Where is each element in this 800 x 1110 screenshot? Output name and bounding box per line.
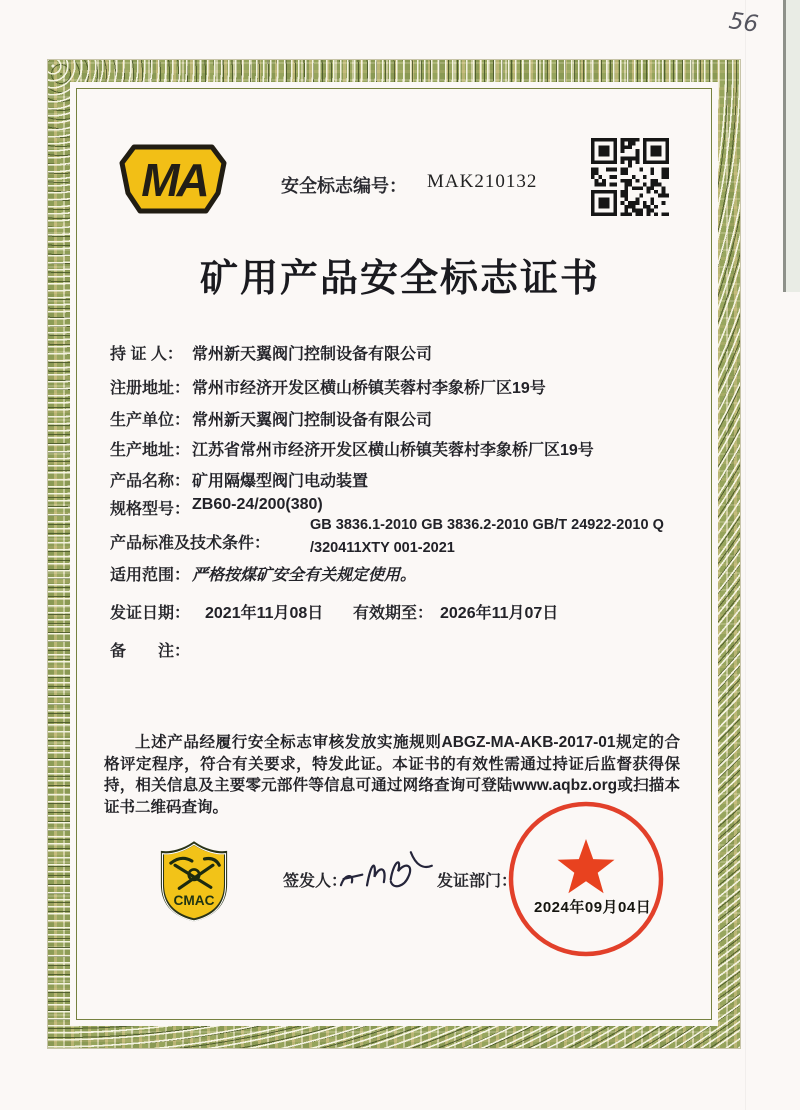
field-value-holder: 常州新天翼阀门控制设备有限公司 (192, 346, 433, 363)
field-value-standards-line1: GB 3836.1-2010 GB 3836.2-2010 GB/T 24922-2010 Q (310, 517, 664, 533)
statement-paragraph: 上述产品经履行安全标志审核发放实施规则ABGZ-MA-AKB-2017-01规定的合格评定程序，符合有关要求，特发此证。本证书的有效性需通过持证后监督获得保持，相关信息及主要零元部件等信息可通过网络查询可登陆www.aqbz.org或扫描本证书二维码查询。 (104, 734, 680, 816)
cert-number-label: 安全标志编号： (281, 176, 407, 196)
stamp-date: 2024年09月04日 (534, 899, 652, 916)
field-label-issue-date: 发证日期： (110, 605, 191, 622)
dept-label: 发证部门： (437, 873, 518, 890)
certificate-title: 矿用产品安全标志证书 (199, 258, 600, 300)
field-value-scope: 严格按煤矿安全有关规定使用。 (192, 567, 417, 584)
stamp-org-text (508, 959, 664, 960)
field-value-prod-address: 江苏省常州市经济开发区横山桥镇芙蓉村李象桥厂区19号 (192, 442, 594, 459)
field-value-manufacturer: 常州新天翼阀门控制设备有限公司 (192, 412, 433, 429)
field-value-model: ZB60-24/200(380) (192, 496, 323, 513)
field-value-product-name: 矿用隔爆型阀门电动装置 (192, 473, 369, 490)
field-label-model: 规格型号： (110, 501, 191, 518)
stamp-star-icon (558, 839, 615, 893)
qr-code-icon (586, 138, 674, 216)
paper-crease (745, 0, 746, 1110)
field-label-remarks: 备 注： (110, 643, 191, 660)
ma-logo-text: MA (141, 154, 207, 206)
official-stamp (505, 798, 667, 960)
signer-label: 签发人： (283, 873, 348, 890)
signature-handwriting (332, 840, 440, 900)
field-label-manufacturer: 生产单位： (110, 412, 191, 429)
field-value-standards-line2: /320411XTY 001-2021 (310, 540, 455, 556)
cmac-badge-icon (158, 840, 230, 922)
corner-page-number: 56 (727, 8, 760, 38)
ma-logo (118, 142, 228, 216)
field-label-prod-address: 生产地址： (110, 442, 191, 459)
field-value-expiry-date: 2026年11月07日 (440, 605, 559, 622)
field-value-issue-date: 2021年11月08日 (205, 605, 324, 622)
cert-number-value: MAK210132 (427, 171, 538, 192)
field-label-expiry-date: 有效期至： (353, 605, 434, 622)
field-label-scope: 适用范围： (110, 567, 191, 584)
field-value-reg-address: 常州市经济开发区横山桥镇芙蓉村李象桥厂区19号 (192, 380, 546, 397)
field-label-product-name: 产品名称： (110, 473, 191, 490)
scan-edge-artifact (783, 0, 800, 292)
cmac-shield (162, 843, 225, 920)
field-label-reg-address: 注册地址： (110, 380, 191, 397)
field-label-standards: 产品标准及技术条件： (110, 535, 271, 552)
cmac-text: CMAC (173, 893, 215, 909)
field-label-holder: 持 证 人： (110, 346, 183, 363)
